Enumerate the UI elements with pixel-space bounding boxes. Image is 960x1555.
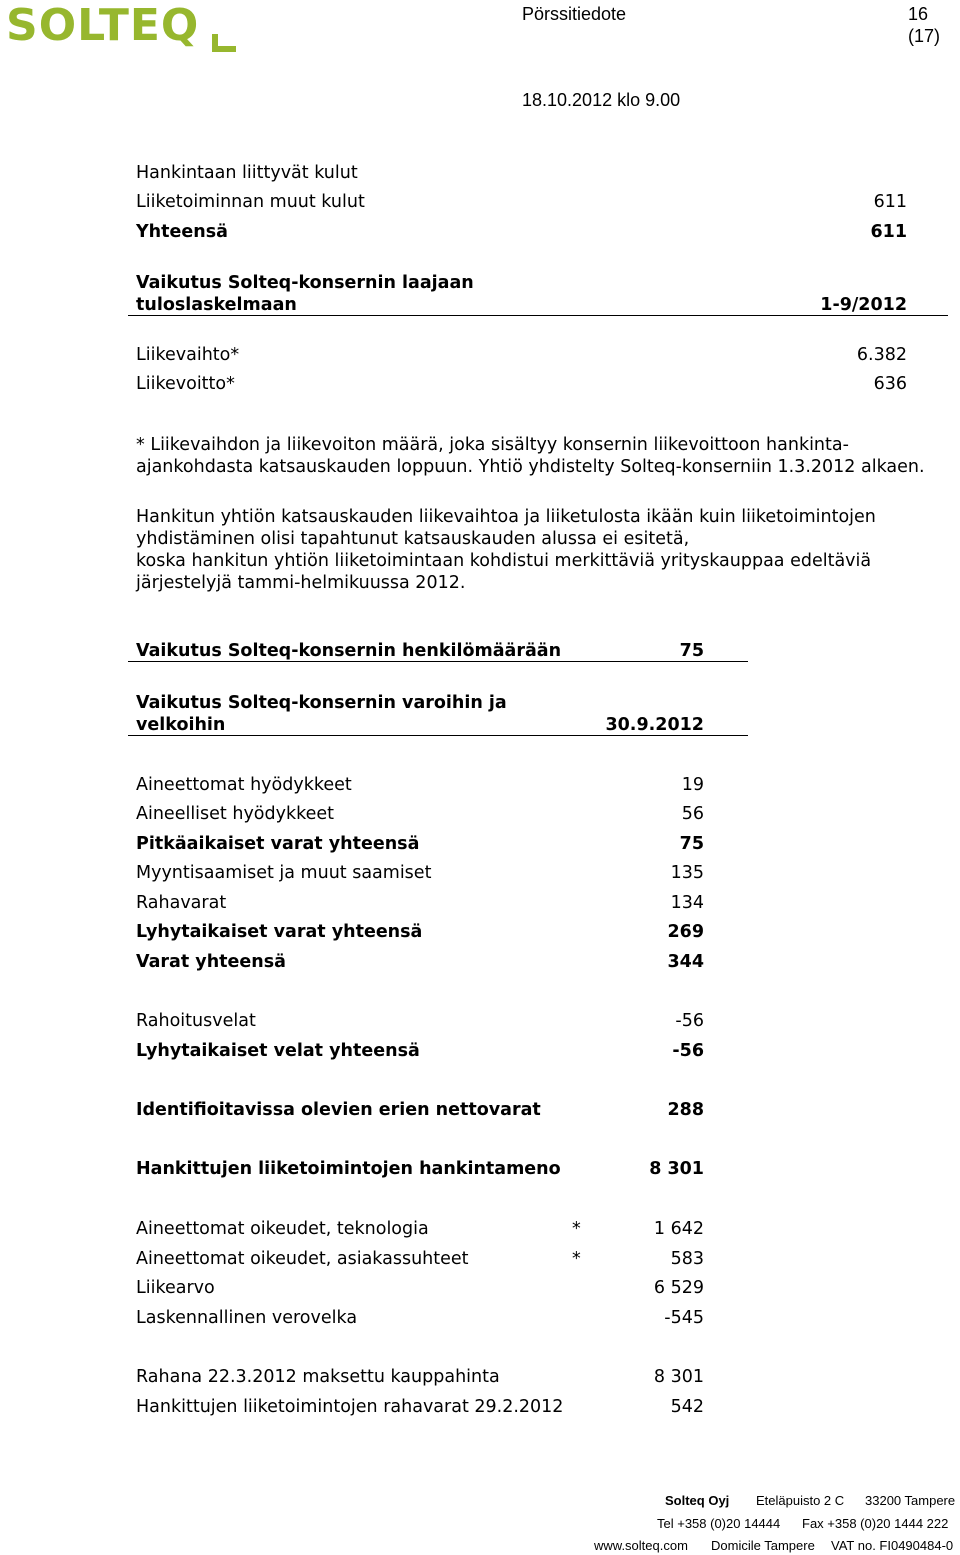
income-note-line2: ajankohdasta katsauskauden loppuun. Yhtiö yhdistelty Solteq-konserniin 1.3.2012 alkaen. (136, 457, 925, 477)
balance-row-value: 542 (670, 1397, 704, 1417)
solteq-logo-icon (0, 0, 240, 60)
balance-row-label: Aineelliset hyödykkeet (136, 804, 335, 824)
footer-tel: Tel +358 (0)20 14444 (657, 1516, 781, 1531)
balance-row-value: 6 529 (653, 1278, 704, 1298)
balance-row-value: -545 (664, 1308, 704, 1328)
income-period: 1-9/2012 (820, 295, 907, 315)
income-row-label: Liikevaihto* (136, 345, 240, 365)
release-datetime: 18.10.2012 klo 9.00 (522, 90, 681, 110)
personnel-value: 75 (679, 641, 704, 661)
income-title: Vaikutus Solteq-konsernin laajaan (136, 273, 474, 293)
page-number: 16 (908, 4, 929, 24)
balance-row-label: Rahavarat (136, 893, 227, 913)
balance-title: Vaikutus Solteq-konsernin varoihin ja (136, 693, 507, 713)
balance-row-mark: * (572, 1219, 581, 1239)
net-assets-label: Identifioitavissa olevien erien nettovarat (136, 1100, 541, 1120)
balance-row-value: 583 (670, 1249, 704, 1269)
pro-forma-paragraph-line: yhdistäminen olisi tapahtunut katsauskauden alussa ei esitetä, (136, 529, 690, 549)
balance-total-value: 344 (667, 952, 704, 972)
personnel-label: Vaikutus Solteq-konsernin henkilömäärään (136, 641, 562, 661)
footer-domicile: Domicile Tampere (711, 1538, 815, 1553)
balance-row-label: Liikearvo (136, 1278, 215, 1298)
income-row-value: 636 (873, 374, 907, 394)
acquisition-cost-label: Hankittujen liiketoimintojen hankintameno (136, 1159, 561, 1179)
footer-city: 33200 Tampere (865, 1493, 956, 1508)
personnel-rule (128, 661, 748, 662)
balance-row-value: -56 (675, 1011, 704, 1031)
solteq-logo (0, 0, 240, 60)
pro-forma-paragraph-line: Hankitun yhtiön katsauskauden liikevaihtoa ja liiketulosta ikään kuin liiketoimintojen (136, 507, 876, 527)
balance-row-label: Laskennallinen verovelka (136, 1308, 358, 1328)
income-title-line2: tuloslaskelmaan (136, 295, 297, 315)
balance-row-mark: * (572, 1249, 581, 1269)
balance-row-label: Aineettomat oikeudet, asiakassuhteet (136, 1249, 469, 1269)
acquisition-cost-value: 8 301 (649, 1159, 704, 1179)
balance-row-label: Rahana 22.3.2012 maksettu kauppahinta (136, 1367, 500, 1387)
balance-row-value: 135 (670, 863, 704, 883)
footer-company: Solteq Oyj (665, 1493, 730, 1508)
balance-row-label: Hankittujen liiketoimintojen rahavarat 29.2.2012 (136, 1397, 564, 1417)
balance-row-value: 19 (681, 775, 704, 795)
income-row-label: Liikevoitto* (136, 374, 235, 394)
costs-row-value: 611 (873, 192, 907, 212)
footer-vat: VAT no. FI0490484-0 (831, 1538, 954, 1553)
pro-forma-paragraph-line: koska hankitun yhtiön liiketoimintaan kohdistui merkittäviä yrityskauppaa edeltäviä (136, 551, 872, 571)
logo-wordmark: SOLTEQ (6, 0, 200, 51)
balance-row-label: Myyntisaamiset ja muut saamiset (136, 863, 432, 883)
balance-row-value: 56 (681, 804, 704, 824)
page-total: (17) (908, 26, 941, 46)
doc-type: Pörssitiedote (522, 4, 627, 24)
income-row-value: 6.382 (856, 345, 907, 365)
income-header-rule (128, 315, 948, 316)
footer-fax: Fax +358 (0)20 1444 222 (802, 1516, 949, 1531)
balance-subtotal-value: 269 (667, 922, 704, 942)
balance-subtotal-value: 75 (679, 834, 704, 854)
footer-street: Eteläpuisto 2 C (756, 1493, 845, 1508)
balance-row-label: Aineettomat oikeudet, teknologia (136, 1219, 429, 1239)
balance-row-value: 8 301 (653, 1367, 704, 1387)
balance-date: 30.9.2012 (605, 715, 704, 735)
costs-row-label: Liiketoiminnan muut kulut (136, 192, 365, 212)
costs-row-label: Hankintaan liittyvät kulut (136, 163, 358, 183)
costs-total-value: 611 (870, 222, 907, 242)
footer-web: www.solteq.com (594, 1538, 688, 1553)
pro-forma-paragraph-line: järjestelyjä tammi-helmikuussa 2012. (136, 573, 466, 593)
balance-subtotal-label: Lyhytaikaiset velat yhteensä (136, 1041, 420, 1061)
balance-header-rule (128, 735, 748, 736)
balance-subtotal-value: -56 (672, 1041, 704, 1061)
net-assets-value: 288 (667, 1100, 704, 1120)
balance-title-line2: velkoihin (136, 715, 226, 735)
balance-total-label: Varat yhteensä (136, 952, 286, 972)
costs-total-label: Yhteensä (136, 222, 228, 242)
balance-row-value: 134 (670, 893, 704, 913)
balance-row-label: Aineettomat hyödykkeet (136, 775, 352, 795)
balance-subtotal-label: Pitkäaikaiset varat yhteensä (136, 834, 420, 854)
balance-row-label: Rahoitusvelat (136, 1011, 256, 1031)
balance-row-value: 1 642 (653, 1219, 704, 1239)
balance-subtotal-label: Lyhytaikaiset varat yhteensä (136, 922, 423, 942)
income-note: * Liikevaihdon ja liikevoiton määrä, joka sisältyy konsernin liikevoittoon hankinta- (136, 435, 849, 455)
